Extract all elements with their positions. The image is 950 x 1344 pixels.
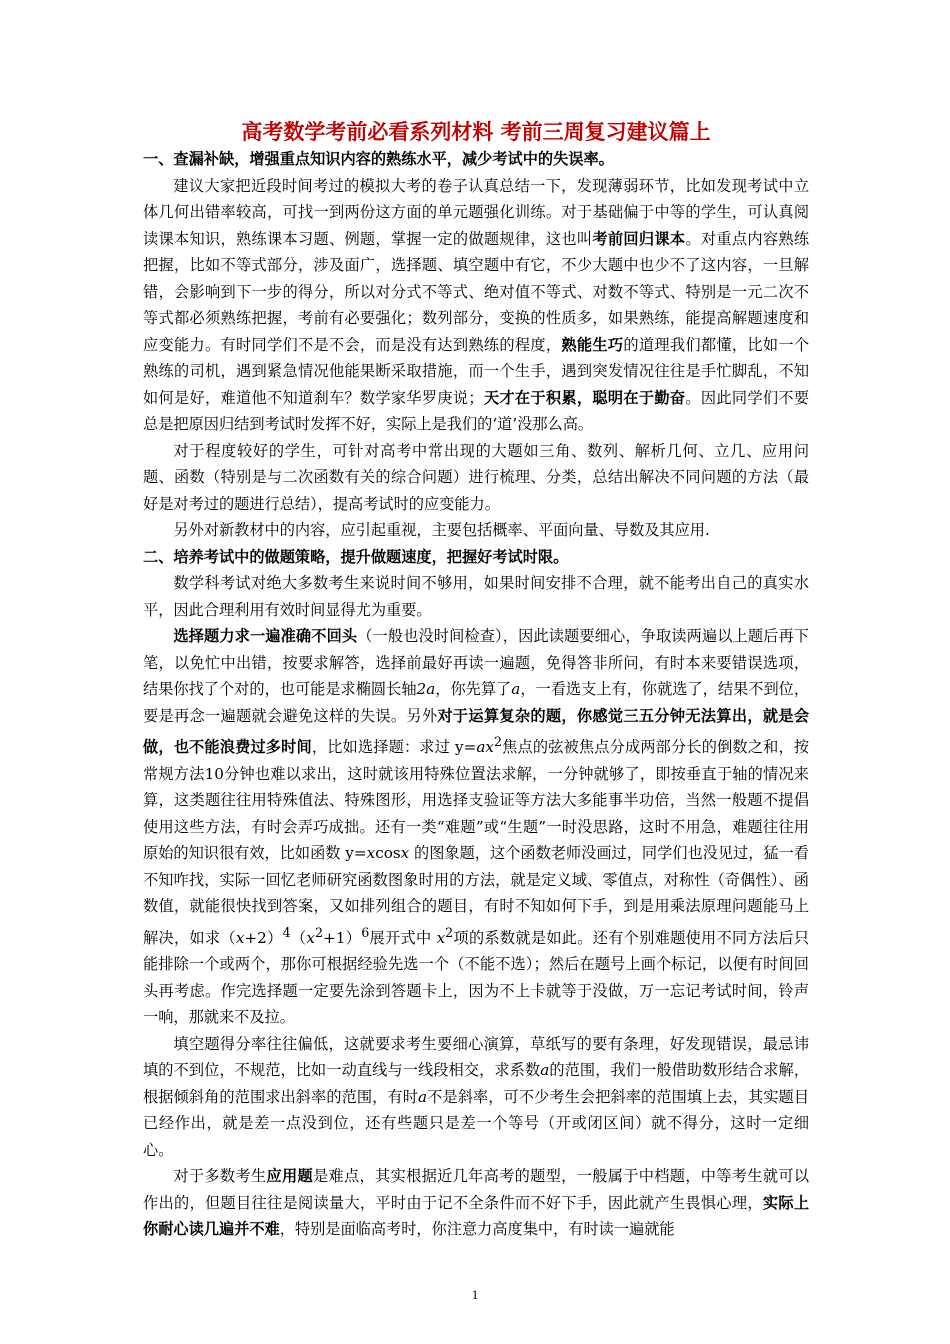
document-title: 高考数学考前必看系列材料 考前三周复习建议篇上 (241, 119, 711, 144)
section-2-heading: 二、培养考试中的做题策略，提升做题速度，把握好考试时限。 (143, 547, 569, 566)
document-page (143, 118, 809, 1243)
section-1-heading: 一、查漏补缺，增强重点知识内容的熟练水平，减少考试中的失误率。 (143, 150, 614, 168)
section-1-paragraph-3: 另外对新教材中的内容，应引起重视，主要包括概率、平面向量、导数及其应用. (173, 521, 710, 539)
section-2-paragraph-3: 填空题得分率往往偏低，这就要求考生要细心演算，草纸写的要有条理，好发现错误，最忌讳填的不到位，不规范，比如一动直线与一线段相交，求系数a的范围，我们一般借助数形结合求解，根据倾斜角的范围求出斜率的范围，有时a不是斜率，可不少考生会把斜率的范围填上去，其实题目已经作出，就是差一点没到位，还有些题只是差一个等号（开或闭区间）就不得分，这时一定细心。 (143, 1034, 810, 1159)
section-2-paragraph-1: 数学科考试对绝大多数考生来说时间不够用，如果时间安排不合理，就不能考出自己的真实水平，因此合理利用有效时间显得尤为重要。 (143, 574, 809, 619)
section-2-paragraph-4: 对于多数考生应用题是难点，其实根据近几年高考的题型，一般属于中档题，中等考生就可以作出的，但题目往往是阅读量大，平时由于记不全条件而不好下手，因此就产生畏惧心理，实际上你耐心读几遍并不难，特别是面临高考时，你注意力高度集中，有时读一遍就能 (143, 1167, 810, 1239)
section-1-paragraph-1: 建议大家把近段时间考过的模拟大考的卷子认真总结一下，发现薄弱环节，比如发现考试中立体几何出错率较高，可找一到两份这方面的单元题强化训练。对于基础偏于中等的学生，可认真阅读课本知识，熟练课本习题、例题，掌握一定的做题规律，这也叫考前回归课本。对重点内容熟练把握，比如不等式部分，涉及面广，选择题、填空题中有它，不少大题中也少不了这内容，一旦解错，会影响到下一步的得分，所以对分式不等式、绝对值不等式、对数不等式、特别是一元二次不等式都必须熟练把握，考前有必要强化；数列部分，变换的性质多，如果熟练，能提高解题速度和应变能力。有时同学们不是不会，而是没有达到熟练的程度，熟能生巧的道理我们都懂，比如一个熟练的司机，遇到紧急情况他能果断采取措施，而一个生手，遇到突发情况往往是手忙脚乱，不知如何是好，难道他不知道刹车？数学家华罗庚说；天才在于积累，聪明在于勤奋。因此同学们不要总是把原因归结到考试时发挥不好，实际上是我们的‘道’没那么高。 (143, 176, 810, 433)
section-2-paragraph-2: 选择题力求一遍准确不回头（一般也没时间检查），因此读题要细心，争取读两遍以上题后再下笔，以免忙中出错，按要求解答，选择前最好再读一遍题，免得答非所问，有时本来要错误选项，结果你找了个对的，也可能是求椭圆长轴2a，你先算了a，一看选支上有，你就选了，结果不到位，要是再念一遍题就会避免这样的失误。另外对于运算复杂的题，你感觉三五分钟无法算出，就是会做，也不能浪费过多时间，比如选择题：求过 $y=ax^2$焦点的弦被焦点分成两部分长的倒数之和，按常规方法10分钟也难以求出，这时就该用特殊位置法求解，一分钟就够了，即按垂直于轴的情况来算，这类题往往用特殊值法、特殊图形，用选择支验证等方法大多能事半功倍，当然一般题不提倡使用这些方法，有时会弄巧成拙。还有一类“难题”或“生题”一时没思路，这时不用急，难题往往用原始的知识很有效，比如函数 y=xcosx 的图象题，这个函数老师没画过，同学们也没见过，猛一看不知咋找，实际一回忆老师研究函数图象时用的方法，就是定义域、零值点，对称性（奇偶性）、函数值，就能很快找到答案，又如排列组合的题目，有时不知如何下手，到是用乘法原理问题能马上解决，如求$(x+2)^4(x^2+1)^6$展开式中 $x^2$项的系数就是如此。还有个别难题使用不同方法后只能排除一个或两个，那你可根据经验先选一个（不能不选）；然后在题号上画个标记，以便有时间回头再考虑。作完选择题一定要先涂到答题卡上，因为不上卡就等于没做，万一忘记考试时间，铃声一响，那就来不及拉。 (143, 627, 810, 1027)
section-1-paragraph-2: 对于程度较好的学生，可针对高考中常出现的大题如三角、数列、解析几何、立几、应用问题、函数（特别是与二次函数有关的综合问题）进行梳理、分类，总结出解决不同问题的方法（最好是对考过的题进行总结），提高考试时的应变能力。 (143, 441, 809, 513)
page-number: 1 (471, 1287, 479, 1302)
